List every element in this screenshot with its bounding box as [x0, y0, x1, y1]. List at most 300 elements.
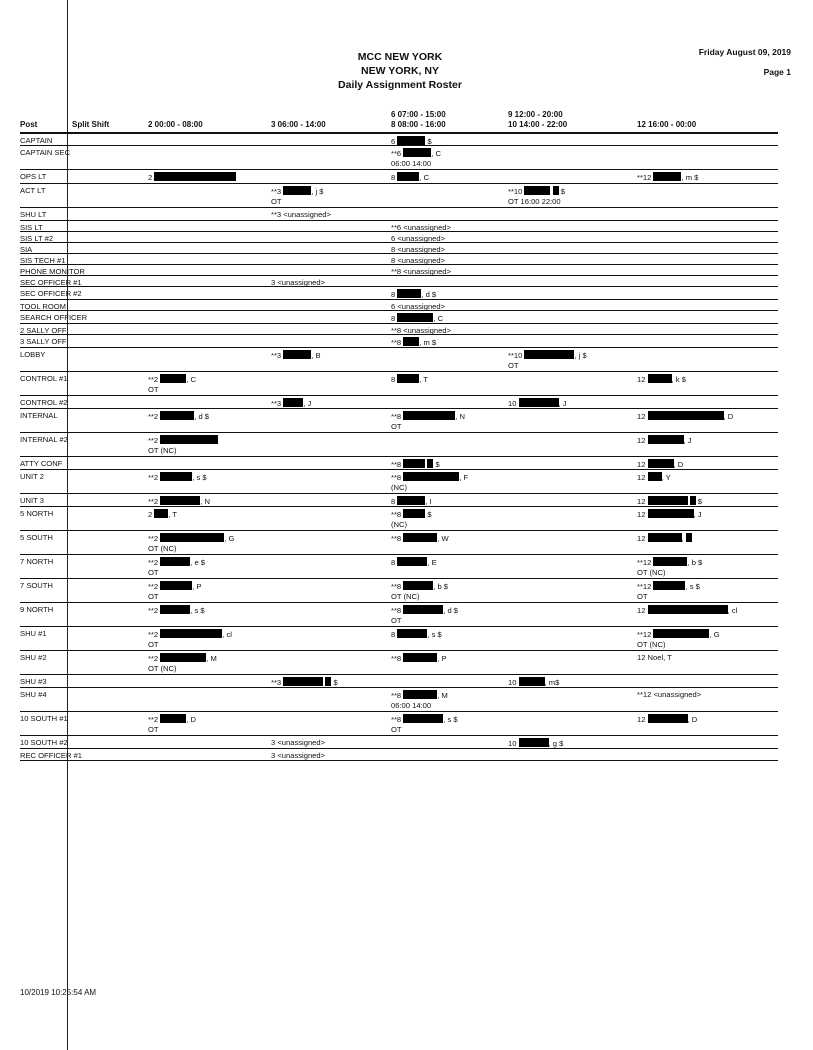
assignment-note: 06:00 14:00: [391, 700, 432, 710]
assignment-text: , Y: [661, 473, 671, 482]
assignment-cell: [391, 509, 432, 529]
assignment-cell: [391, 581, 448, 601]
assignment-text: , P: [437, 654, 447, 663]
assignment-text: **3: [271, 678, 284, 687]
assignment-cell: [148, 533, 234, 553]
redaction-bar: [160, 374, 186, 383]
redaction-bar: [403, 605, 443, 614]
assignment-text: 8: [391, 558, 398, 567]
assignment-cell: [271, 210, 331, 220]
assignment-text: $: [331, 678, 338, 687]
assignment-cell: [637, 472, 671, 483]
assignment-text: **8 <unassigned>: [391, 326, 451, 335]
redaction-bar: [653, 557, 687, 566]
assignment-cell: [637, 374, 686, 385]
assignment-text: 10: [508, 678, 519, 687]
post-name: SIS LT: [20, 223, 43, 232]
redaction-bar: [648, 472, 662, 481]
assignment-text: **3 <unassigned>: [271, 210, 331, 219]
assignment-cell: [271, 677, 338, 688]
assignment-text: , k $: [671, 375, 686, 384]
redaction-bar: [403, 509, 425, 518]
assignment-cell: [391, 714, 458, 734]
assignment-text: , C: [419, 173, 430, 182]
roster-row: [20, 287, 778, 300]
assignment-text: $: [425, 137, 432, 146]
post-name: SHU #1: [20, 629, 47, 638]
assignment-note: OT: [391, 615, 402, 625]
assignment-text: , J: [693, 510, 702, 519]
assignment-cell: [637, 714, 697, 725]
assignment-note: OT: [637, 591, 648, 601]
assignment-text: **8: [391, 412, 404, 421]
roster-row: [20, 208, 778, 221]
col-header-shift-2: 2 00:00 - 08:00: [148, 120, 203, 129]
post-name: INTERNAL #2: [20, 435, 68, 444]
assignment-note: OT: [148, 639, 159, 649]
redaction-bar: [519, 738, 549, 747]
assignment-text: 8: [391, 375, 398, 384]
assignment-text: 2: [148, 510, 155, 519]
assignment-cell: [637, 172, 698, 183]
assignment-text: 12: [637, 460, 648, 469]
assignment-text: 8: [391, 173, 398, 182]
roster-row: [20, 170, 778, 184]
assignment-text: 3 <unassigned>: [271, 751, 326, 760]
assignment-text: 6: [391, 137, 398, 146]
assignment-text: , j $: [311, 187, 324, 196]
post-name: ATTY CONF: [20, 459, 63, 468]
assignment-text: , s $: [685, 582, 700, 591]
assignment-text: 12: [637, 375, 648, 384]
assignment-text: , cl: [222, 630, 232, 639]
assignment-cell: [391, 690, 448, 710]
assignment-cell: [391, 605, 458, 625]
redaction-bar: [648, 714, 688, 723]
assignment-note: OT (NC): [637, 567, 666, 577]
assignment-text: 3 <unassigned>: [271, 278, 326, 287]
assignment-text: , b $: [687, 558, 703, 567]
assignment-text: $: [425, 510, 432, 519]
redaction-bar: [397, 374, 419, 383]
col-header-shift-8: 8 08:00 - 16:00: [391, 120, 446, 129]
assignment-text: 12: [637, 715, 648, 724]
roster-row: [20, 146, 778, 170]
assignment-text: **6: [391, 149, 404, 158]
assignment-cell: [391, 136, 432, 147]
assignment-cell: [391, 472, 468, 492]
assignment-cell: [148, 411, 209, 422]
assignment-text: **10: [508, 187, 525, 196]
redaction-bar: [160, 411, 194, 420]
roster-row: [20, 311, 778, 324]
assignment-text: , T: [419, 375, 429, 384]
assignment-text: **12: [637, 173, 654, 182]
assignment-text: **10: [508, 351, 525, 360]
assignment-cell: [391, 629, 442, 640]
redaction-bar: [403, 472, 459, 481]
roster-row: [20, 507, 778, 531]
assignment-cell: [148, 435, 218, 455]
assignment-text: 10: [508, 739, 519, 748]
assignment-note: OT: [508, 360, 519, 370]
redaction-bar: [648, 533, 682, 542]
redaction-bar: [403, 533, 437, 542]
assignment-text: 8: [391, 630, 398, 639]
redaction-bar: [403, 690, 437, 699]
assignment-note: OT: [271, 196, 282, 206]
assignment-cell: [391, 313, 443, 324]
assignment-text: $: [558, 187, 565, 196]
assignment-cell: [637, 605, 737, 616]
assignment-text: , C: [431, 149, 441, 158]
assignment-text: , M: [206, 654, 217, 663]
roster-row: [20, 409, 778, 433]
assignment-text: 6 <unassigned>: [391, 234, 446, 243]
post-name: SHU #3: [20, 677, 47, 686]
assignment-cell: [637, 629, 720, 649]
assignment-cell: [508, 738, 563, 749]
assignment-note: (NC): [391, 519, 408, 529]
redaction-bar: [283, 350, 311, 359]
roster-row: [20, 736, 778, 749]
redaction-bar: [403, 411, 455, 420]
redaction-bar: [653, 581, 685, 590]
assignment-cell: [391, 459, 440, 470]
redaction-bar: [397, 557, 427, 566]
roster-row: [20, 184, 778, 208]
assignment-note: 06:00 14:00: [391, 158, 432, 168]
post-name: 9 NORTH: [20, 605, 54, 614]
roster-row: [20, 457, 778, 470]
assignment-cell: [148, 496, 210, 507]
post-name: ACT LT: [20, 186, 46, 195]
roster-row: [20, 243, 778, 254]
roster-row: [20, 470, 778, 494]
assignment-text: , D: [673, 460, 684, 469]
post-name: SEC OFFICER #2: [20, 289, 82, 298]
assignment-text: **2: [148, 654, 161, 663]
assignment-note: OT: [391, 724, 402, 734]
redaction-bar: [154, 172, 236, 181]
assignment-text: **2: [148, 606, 161, 615]
assignment-cell: [148, 605, 205, 616]
assignment-text: 8: [391, 314, 398, 323]
post-name: UNIT 2: [20, 472, 44, 481]
assignment-text: 8 <unassigned>: [391, 256, 446, 265]
assignment-text: , N: [200, 497, 210, 506]
assignment-cell: [271, 186, 324, 206]
assignment-note: OT: [148, 384, 159, 394]
assignment-text: **2: [148, 412, 161, 421]
page-number: Page 1: [763, 67, 791, 77]
assignment-text: , d $: [421, 290, 437, 299]
assignment-cell: [637, 459, 683, 470]
redaction-bar: [403, 714, 443, 723]
assignment-cell: [637, 435, 692, 446]
assignment-cell: [148, 629, 232, 649]
assignment-text: **2: [148, 497, 161, 506]
print-timestamp: 10/2019 10:25:54 AM: [20, 988, 97, 997]
assignment-text: ,: [681, 534, 686, 543]
assignment-text: 12: [637, 534, 648, 543]
post-name: PHONE MONITOR: [20, 267, 85, 276]
redaction-bar: [160, 557, 190, 566]
post-name: REC OFFICER #1: [20, 751, 83, 760]
assignment-text: , D: [687, 715, 698, 724]
assignment-text: , b $: [433, 582, 449, 591]
assignment-text: , T: [168, 510, 178, 519]
post-name: 7 SOUTH: [20, 581, 53, 590]
assignment-text: **6 <unassigned>: [391, 223, 451, 232]
assignment-cell: [391, 337, 436, 348]
assignment-text: , B: [311, 351, 321, 360]
roster-row: [20, 348, 778, 372]
assignment-cell: [391, 557, 437, 568]
assignment-note: OT (NC): [637, 639, 666, 649]
assignment-text: **2: [148, 558, 161, 567]
col-header-split-shift: Split Shift: [72, 120, 110, 129]
redaction-bar: [648, 435, 684, 444]
assignment-text: , M: [437, 691, 448, 700]
assignment-text: **8: [391, 473, 404, 482]
redaction-bar: [403, 148, 431, 157]
institution-title: MCC NEW YORK: [357, 51, 443, 63]
assignment-cell: [391, 148, 441, 168]
redaction-bar: [403, 459, 425, 468]
roster-row: [20, 749, 778, 761]
assignment-text: , g $: [548, 739, 564, 748]
assignment-text: **2: [148, 436, 161, 445]
redaction-bar: [653, 629, 709, 638]
roster-row: [20, 675, 778, 688]
post-name: SHU LT: [20, 210, 47, 219]
redaction-bar: [160, 605, 190, 614]
assignment-text: **12: [637, 558, 654, 567]
roster-row: [20, 712, 778, 736]
assignment-text: **3: [271, 399, 284, 408]
col-header-shift-6: 6 07:00 - 15:00: [391, 110, 446, 119]
assignment-cell: [391, 411, 465, 431]
assignment-text: 6 <unassigned>: [391, 302, 446, 311]
assignment-cell: [637, 581, 700, 601]
redaction-bar: [648, 496, 688, 505]
assignment-cell: [148, 172, 236, 183]
assignment-note: OT (NC): [148, 445, 177, 455]
redaction-bar: [524, 186, 550, 195]
redaction-bar: [648, 459, 674, 468]
assignment-cell: [637, 509, 702, 520]
redaction-bar: [160, 629, 222, 638]
roster-row: [20, 335, 778, 348]
post-name: 10 SOUTH #1: [20, 714, 68, 723]
redaction-bar: [397, 496, 425, 505]
redaction-bar: [403, 581, 433, 590]
redaction-bar: [160, 714, 186, 723]
redaction-bar: [397, 629, 427, 638]
assignment-text: **8: [391, 691, 404, 700]
assignment-cell: [508, 677, 559, 688]
roster-row: [20, 254, 778, 265]
assignment-text: , P: [192, 582, 202, 591]
assignment-text: **2: [148, 375, 161, 384]
assignment-text: , C: [433, 314, 444, 323]
post-name: 2 SALLY OFF: [20, 326, 67, 335]
roster-row: [20, 651, 778, 675]
assignment-text: , m $: [681, 173, 699, 182]
roster-row: [20, 531, 778, 555]
assignment-cell: [508, 398, 567, 409]
assignment-text: , s $: [190, 606, 205, 615]
assignment-note: OT: [148, 724, 159, 734]
roster-title: Daily Assignment Roster: [338, 79, 462, 91]
assignment-text: **2: [148, 473, 161, 482]
assignment-text: 8: [391, 290, 398, 299]
assignment-text: , s $: [427, 630, 442, 639]
roster-row: [20, 627, 778, 651]
assignment-text: 12: [637, 412, 648, 421]
redaction-bar: [519, 677, 545, 686]
assignment-text: **2: [148, 534, 161, 543]
post-name: SIS TECH #1: [20, 256, 66, 265]
assignment-cell: [508, 186, 565, 206]
roster-row: [20, 579, 778, 603]
assignment-cell: [391, 172, 429, 183]
redaction-bar: [160, 435, 218, 444]
assignment-text: 8: [391, 497, 398, 506]
assignment-cell: [271, 398, 311, 409]
assignment-cell: [391, 496, 432, 507]
roster-row: [20, 276, 778, 287]
assignment-text: **8: [391, 582, 404, 591]
post-name: SHU #2: [20, 653, 47, 662]
assignment-text: $: [695, 497, 703, 506]
roster-row: [20, 688, 778, 712]
post-name: SIS LT #2: [20, 234, 54, 243]
redaction-bar: [519, 398, 559, 407]
assignment-cell: [271, 738, 325, 748]
assignment-text: **8: [391, 460, 404, 469]
assignment-text: **8: [391, 606, 404, 615]
assignment-text: **8 <unassigned>: [391, 267, 451, 276]
redaction-bar: [283, 677, 323, 686]
assignment-cell: [271, 350, 321, 361]
post-name: SIA: [20, 245, 33, 254]
assignment-text: , cl: [727, 606, 738, 615]
assignment-text: , m $: [419, 338, 437, 347]
redaction-bar: [397, 313, 433, 322]
roster-row: [20, 134, 778, 146]
location-title: NEW YORK, NY: [361, 65, 439, 77]
redaction-bar: [686, 533, 692, 542]
assignment-cell: [148, 653, 217, 673]
post-name: OPS LT: [20, 172, 47, 181]
assignment-text: , d $: [194, 412, 210, 421]
assignment-cell: [148, 557, 205, 577]
assignment-text: , D: [723, 412, 734, 421]
post-name: CONTROL #1: [20, 374, 68, 383]
assignment-text: , G: [709, 630, 720, 639]
assignment-note: OT (NC): [148, 543, 177, 553]
assignment-text: , F: [459, 473, 469, 482]
roster-row: [20, 300, 778, 311]
assignment-text: , D: [186, 715, 196, 724]
assignment-text: **2: [148, 582, 161, 591]
assignment-text: , W: [437, 534, 449, 543]
assignment-note: OT: [148, 567, 159, 577]
assignment-text: , J: [683, 436, 692, 445]
roster-row: [20, 372, 778, 396]
assignment-text: **12: [637, 582, 654, 591]
assignment-text: 12: [637, 606, 648, 615]
roster-row: [20, 433, 778, 457]
redaction-bar: [648, 411, 724, 420]
assignment-text: , N: [455, 412, 465, 421]
assignment-text: , J: [558, 399, 567, 408]
assignment-cell: [391, 374, 428, 385]
assignment-text: **3: [271, 351, 284, 360]
assignment-text: , d $: [443, 606, 459, 615]
assignment-text: 3 <unassigned>: [271, 738, 326, 747]
assignment-note: (NC): [391, 482, 408, 492]
assignment-text: , s $: [192, 473, 207, 482]
assignment-text: 12: [637, 497, 648, 506]
assignment-text: , C: [186, 375, 196, 384]
assignment-text: 2: [148, 173, 155, 182]
assignment-cell: [637, 557, 702, 577]
assignment-text: 12: [637, 510, 648, 519]
redaction-bar: [648, 509, 694, 518]
assignment-text: **8: [391, 338, 404, 347]
assignment-text: , E: [427, 558, 437, 567]
roster-row: [20, 494, 778, 507]
assignment-text: **2: [148, 630, 161, 639]
assignment-text: , s $: [443, 715, 458, 724]
post-name: 5 SOUTH: [20, 533, 53, 542]
redaction-bar: [154, 509, 168, 518]
redaction-bar: [160, 472, 192, 481]
redaction-bar: [653, 172, 681, 181]
assignment-text: 10: [508, 399, 519, 408]
post-name: SHU #4: [20, 690, 47, 699]
post-name: CONTROL #2: [20, 398, 68, 407]
assignment-cell: [391, 653, 447, 664]
roster-row: [20, 555, 778, 579]
redaction-bar: [283, 398, 303, 407]
assignment-cell: [391, 289, 436, 300]
assignment-cell: [271, 751, 325, 761]
post-name: 3 SALLY OFF: [20, 337, 67, 346]
assignment-cell: [148, 509, 177, 520]
assignment-text: , I: [425, 497, 432, 506]
assignment-text: $: [433, 460, 440, 469]
assignment-cell: [637, 411, 733, 422]
redaction-bar: [160, 533, 224, 542]
assignment-cell: [148, 581, 202, 601]
assignment-text: **8: [391, 715, 404, 724]
post-name: 5 NORTH: [20, 509, 54, 518]
redaction-bar: [397, 289, 421, 298]
assignment-cell: [637, 533, 692, 544]
post-name: SEARCH OFFICER: [20, 313, 88, 322]
col-header-shift-3: 3 06:00 - 14:00: [271, 120, 326, 129]
post-name: 10 SOUTH #2: [20, 738, 68, 747]
assignment-text: **12 <unassigned>: [637, 690, 702, 699]
post-name: LOBBY: [20, 350, 46, 359]
post-name: UNIT 3: [20, 496, 44, 505]
assignment-text: **12: [637, 630, 654, 639]
post-name: INTERNAL: [20, 411, 58, 420]
